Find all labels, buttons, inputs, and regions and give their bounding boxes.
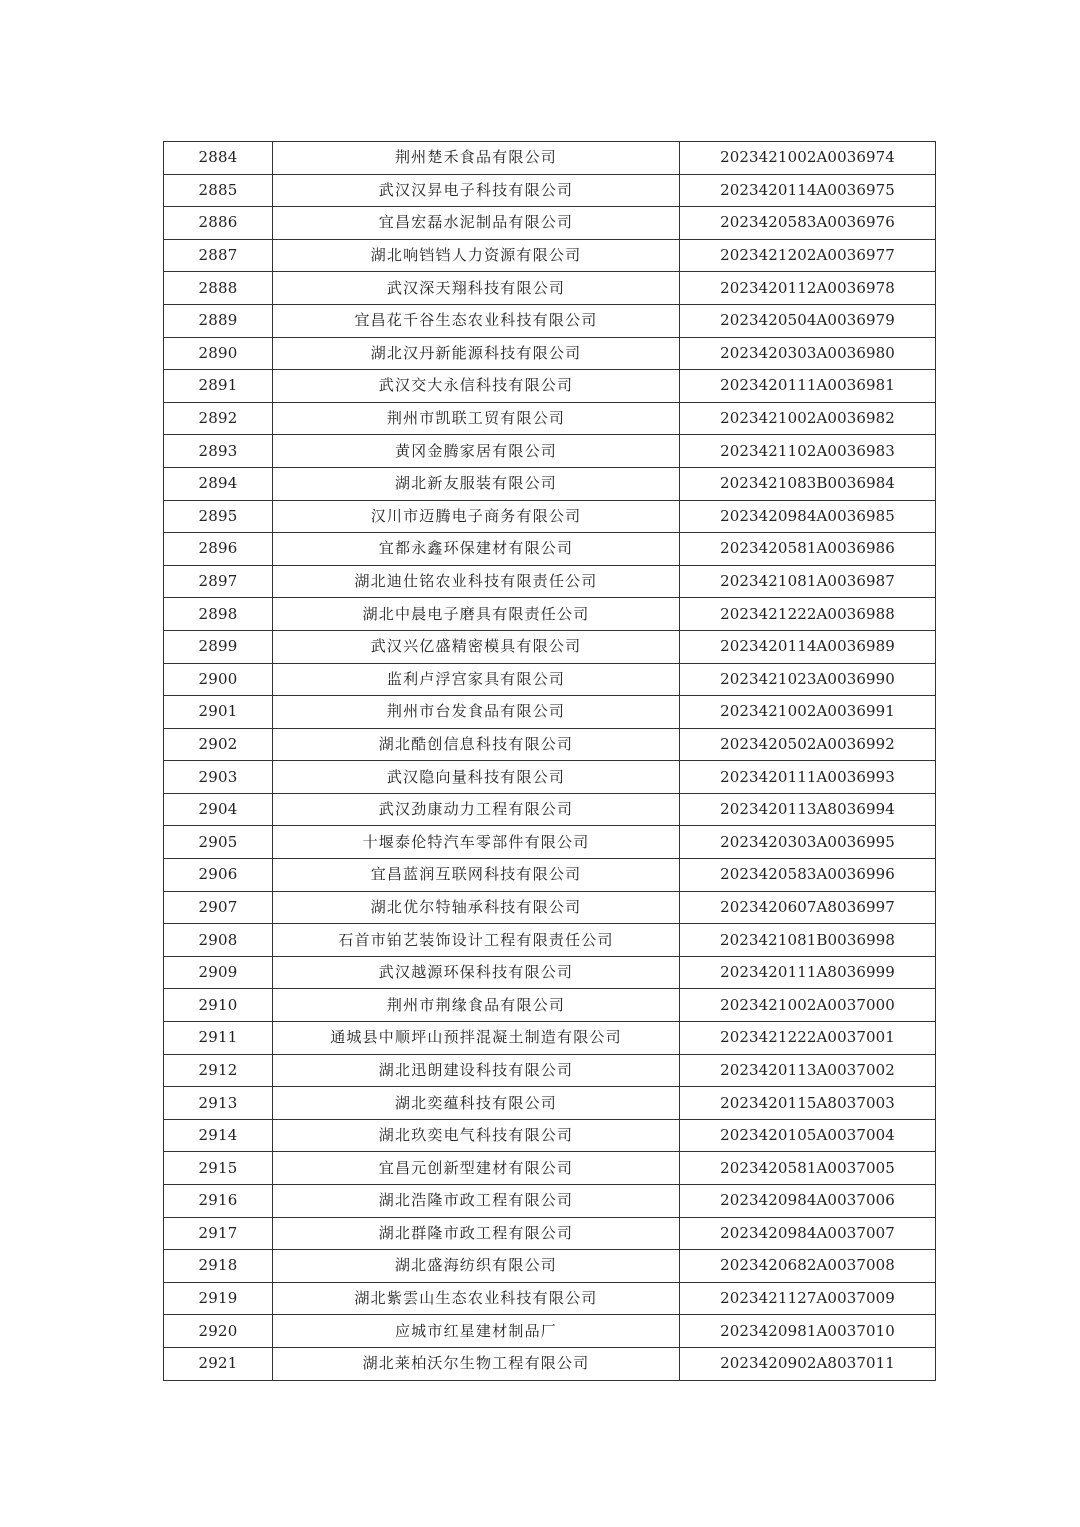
registration-code: 2023421202A0036977 <box>680 239 936 272</box>
registration-code: 2023421081B0036998 <box>680 924 936 957</box>
row-number: 2896 <box>164 533 273 566</box>
row-number: 2892 <box>164 402 273 435</box>
registration-code: 2023421222A0036988 <box>680 598 936 631</box>
table-row <box>164 337 936 370</box>
row-number: 2911 <box>164 1022 273 1055</box>
row-number: 2914 <box>164 1119 273 1152</box>
row-number: 2899 <box>164 630 273 663</box>
row-number: 2907 <box>164 891 273 924</box>
row-number: 2900 <box>164 663 273 696</box>
registration-code: 2023420504A0036979 <box>680 304 936 337</box>
company-name: 湖北汉丹新能源科技有限公司 <box>273 337 680 370</box>
company-name: 湖北迪仕铭农业科技有限责任公司 <box>273 565 680 598</box>
table-row <box>164 467 936 500</box>
row-number: 2910 <box>164 989 273 1022</box>
company-registry-table <box>163 141 936 1381</box>
company-name: 荆州楚禾食品有限公司 <box>273 142 680 175</box>
table-row <box>164 500 936 533</box>
company-name: 石首市铂艺装饰设计工程有限责任公司 <box>273 924 680 957</box>
registration-code: 2023420981A0037010 <box>680 1315 936 1348</box>
company-name: 武汉交大永信科技有限公司 <box>273 370 680 403</box>
row-number: 2889 <box>164 304 273 337</box>
registration-code: 2023421102A0036983 <box>680 435 936 468</box>
company-name: 应城市红星建材制品厂 <box>273 1315 680 1348</box>
registration-code: 2023420583A0036996 <box>680 859 936 892</box>
registration-code: 2023420113A8036994 <box>680 793 936 826</box>
registration-code: 2023420682A0037008 <box>680 1250 936 1283</box>
company-name: 湖北迅朗建设科技有限公司 <box>273 1054 680 1087</box>
registration-code: 2023420984A0037007 <box>680 1217 936 1250</box>
registration-code: 2023421002A0036991 <box>680 696 936 729</box>
table-row <box>164 174 936 207</box>
company-name: 通城县中顺坪山预拌混凝土制造有限公司 <box>273 1022 680 1055</box>
registration-code: 2023420581A0036986 <box>680 533 936 566</box>
table-row <box>164 728 936 761</box>
registration-code: 2023421222A0037001 <box>680 1022 936 1055</box>
table-row <box>164 402 936 435</box>
company-name: 武汉劲康动力工程有限公司 <box>273 793 680 826</box>
registration-code: 2023420113A0037002 <box>680 1054 936 1087</box>
row-number: 2893 <box>164 435 273 468</box>
company-name: 湖北盛海纺织有限公司 <box>273 1250 680 1283</box>
table-row <box>164 630 936 663</box>
company-name: 汉川市迈腾电子商务有限公司 <box>273 500 680 533</box>
company-name: 荆州市荆缘食品有限公司 <box>273 989 680 1022</box>
table-row <box>164 239 936 272</box>
table-row <box>164 1054 936 1087</box>
row-number: 2888 <box>164 272 273 305</box>
registration-code: 2023421002A0037000 <box>680 989 936 1022</box>
table-row <box>164 598 936 631</box>
table-row <box>164 793 936 826</box>
company-name: 湖北群隆市政工程有限公司 <box>273 1217 680 1250</box>
table-row <box>164 891 936 924</box>
table-row <box>164 1185 936 1218</box>
registry-table-body <box>164 142 936 1381</box>
table-row <box>164 1347 936 1380</box>
company-name: 湖北响铛铛人力资源有限公司 <box>273 239 680 272</box>
registration-code: 2023421002A0036974 <box>680 142 936 175</box>
company-name: 武汉深天翔科技有限公司 <box>273 272 680 305</box>
table-row <box>164 207 936 240</box>
row-number: 2920 <box>164 1315 273 1348</box>
row-number: 2919 <box>164 1282 273 1315</box>
row-number: 2897 <box>164 565 273 598</box>
registration-code: 2023420303A0036995 <box>680 826 936 859</box>
company-name: 湖北新友服装有限公司 <box>273 467 680 500</box>
registration-code: 2023420114A0036989 <box>680 630 936 663</box>
company-name: 十堰泰伦特汽车零部件有限公司 <box>273 826 680 859</box>
registration-code: 2023420984A0037006 <box>680 1185 936 1218</box>
registration-code: 2023421083B0036984 <box>680 467 936 500</box>
row-number: 2884 <box>164 142 273 175</box>
row-number: 2913 <box>164 1087 273 1120</box>
row-number: 2898 <box>164 598 273 631</box>
registration-code: 2023420111A0036993 <box>680 761 936 794</box>
company-name: 宜都永鑫环保建材有限公司 <box>273 533 680 566</box>
company-name: 武汉越源环保科技有限公司 <box>273 956 680 989</box>
row-number: 2918 <box>164 1250 273 1283</box>
company-name: 湖北浩隆市政工程有限公司 <box>273 1185 680 1218</box>
registration-code: 2023420105A0037004 <box>680 1119 936 1152</box>
table-row <box>164 142 936 175</box>
company-name: 宜昌花千谷生态农业科技有限公司 <box>273 304 680 337</box>
table-row <box>164 989 936 1022</box>
registration-code: 2023420115A8037003 <box>680 1087 936 1120</box>
table-row <box>164 272 936 305</box>
table-row <box>164 1217 936 1250</box>
table-row <box>164 1152 936 1185</box>
table-row <box>164 1315 936 1348</box>
row-number: 2921 <box>164 1347 273 1380</box>
row-number: 2891 <box>164 370 273 403</box>
registration-code: 2023420984A0036985 <box>680 500 936 533</box>
row-number: 2916 <box>164 1185 273 1218</box>
table-row <box>164 1250 936 1283</box>
company-name: 宜昌元创新型建材有限公司 <box>273 1152 680 1185</box>
company-name: 湖北中晨电子磨具有限责任公司 <box>273 598 680 631</box>
row-number: 2894 <box>164 467 273 500</box>
registration-code: 2023420112A0036978 <box>680 272 936 305</box>
table-row <box>164 565 936 598</box>
registration-code: 2023421023A0036990 <box>680 663 936 696</box>
company-name: 湖北紫雲山生态农业科技有限公司 <box>273 1282 680 1315</box>
table-row <box>164 370 936 403</box>
table-row <box>164 1022 936 1055</box>
registration-code: 2023420583A0036976 <box>680 207 936 240</box>
row-number: 2887 <box>164 239 273 272</box>
table-row <box>164 1119 936 1152</box>
row-number: 2917 <box>164 1217 273 1250</box>
row-number: 2886 <box>164 207 273 240</box>
table-row <box>164 304 936 337</box>
company-name: 湖北酷创信息科技有限公司 <box>273 728 680 761</box>
table-row <box>164 924 936 957</box>
registration-code: 2023421127A0037009 <box>680 1282 936 1315</box>
company-name: 湖北玖奕电气科技有限公司 <box>273 1119 680 1152</box>
registration-code: 2023421081A0036987 <box>680 565 936 598</box>
company-name: 监利卢浮宫家具有限公司 <box>273 663 680 696</box>
company-name: 荆州市凯联工贸有限公司 <box>273 402 680 435</box>
company-name: 湖北优尔特轴承科技有限公司 <box>273 891 680 924</box>
row-number: 2904 <box>164 793 273 826</box>
company-name: 荆州市台发食品有限公司 <box>273 696 680 729</box>
row-number: 2915 <box>164 1152 273 1185</box>
row-number: 2895 <box>164 500 273 533</box>
table-row <box>164 1282 936 1315</box>
table-row <box>164 435 936 468</box>
company-name: 黄冈金腾家居有限公司 <box>273 435 680 468</box>
row-number: 2909 <box>164 956 273 989</box>
company-name: 湖北莱柏沃尔生物工程有限公司 <box>273 1347 680 1380</box>
registration-code: 2023420581A0037005 <box>680 1152 936 1185</box>
company-name: 武汉隐向量科技有限公司 <box>273 761 680 794</box>
registration-code: 2023420303A0036980 <box>680 337 936 370</box>
company-name: 湖北奕蕴科技有限公司 <box>273 1087 680 1120</box>
row-number: 2885 <box>164 174 273 207</box>
table-row <box>164 761 936 794</box>
registration-code: 2023420114A0036975 <box>680 174 936 207</box>
row-number: 2906 <box>164 859 273 892</box>
row-number: 2912 <box>164 1054 273 1087</box>
table-row <box>164 1087 936 1120</box>
registration-code: 2023420607A8036997 <box>680 891 936 924</box>
row-number: 2905 <box>164 826 273 859</box>
registration-code: 2023421002A0036982 <box>680 402 936 435</box>
company-name: 宜昌宏磊水泥制品有限公司 <box>273 207 680 240</box>
registration-code: 2023420111A0036981 <box>680 370 936 403</box>
table-row <box>164 956 936 989</box>
row-number: 2901 <box>164 696 273 729</box>
company-name: 武汉兴亿盛精密模具有限公司 <box>273 630 680 663</box>
registration-code: 2023420502A0036992 <box>680 728 936 761</box>
registration-code: 2023420902A8037011 <box>680 1347 936 1380</box>
registration-code: 2023420111A8036999 <box>680 956 936 989</box>
row-number: 2902 <box>164 728 273 761</box>
table-row <box>164 663 936 696</box>
table-row <box>164 696 936 729</box>
row-number: 2890 <box>164 337 273 370</box>
row-number: 2908 <box>164 924 273 957</box>
table-row <box>164 859 936 892</box>
company-name: 宜昌蓝润互联网科技有限公司 <box>273 859 680 892</box>
table-row <box>164 826 936 859</box>
row-number: 2903 <box>164 761 273 794</box>
company-name: 武汉汉昇电子科技有限公司 <box>273 174 680 207</box>
table-row <box>164 533 936 566</box>
